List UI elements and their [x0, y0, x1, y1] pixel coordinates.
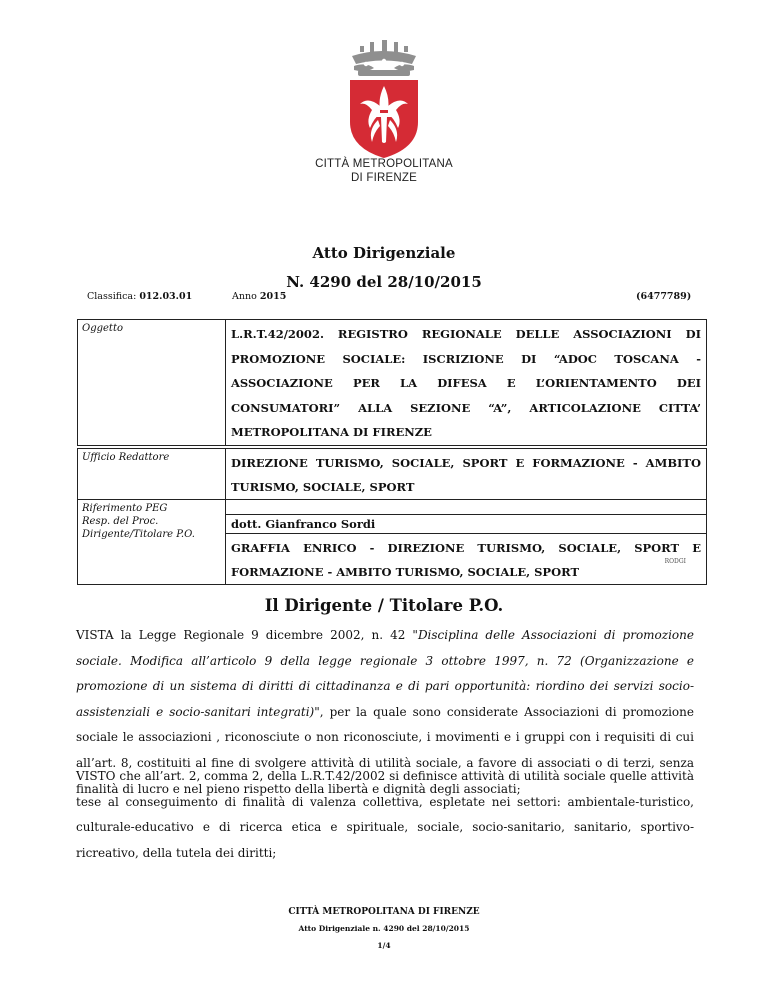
p1-italic: Disciplina delle Associazioni di promozione sociale. Modifica all’articolo 9 della legge regionale 3 ottobre 1997, n. 72 (Organizzazione e promozione di un sistema di diritti di cittadinanza e di pari opportunità: riordino dei servizi socio-assistenziali e socio-sanitari integrati) — [76, 628, 694, 719]
classifica-value: 012.03.01 — [139, 291, 193, 302]
resp-value: dott. Gianfranco Sordi — [226, 515, 706, 534]
logo-text-line1: CITTÀ METROPOLITANA — [315, 158, 453, 170]
resp-label: Resp. del Proc. — [82, 516, 159, 527]
oggetto-table — [77, 319, 707, 446]
responsible-labels — [78, 500, 226, 585]
paragraph-2: VISTO che all’art. 2, comma 2, della L.R.T.42/2002 si definisce attività di utilità sociale quelle attività tese al conseguimento di finalità di valenza collettiva, espletate nei settori: ambientale-turistico, culturale-educativo e di ricerca etica e spirituale, sociale, socio-sanitario, sanitario, sportivo-ricreativo, della tutela dei diritti; — [76, 769, 694, 860]
anno — [232, 291, 286, 302]
anno-label: Anno — [232, 291, 257, 302]
document-title: Atto Dirigenziale — [312, 244, 456, 262]
oggetto-text: L.R.T.42/2002. REGISTRO REGIONALE DELLE ASSOCIAZIONI DI PROMOZIONE SOCIALE: ISCRIZIONE DI “ADOC TOSCANA - ASSOCIAZIONE PER LA DIFESA E L’ORIENTAMENTO DEI CONSUMATORI” ALLA SEZIONE “A”, ARTICOLAZIONE CITTA’ METROPOLITANA DI FIRENZE — [226, 320, 707, 446]
peg-label: Riferimento PEG — [82, 503, 168, 514]
dirigente-label: Dirigente/Titolare P.O. — [82, 529, 195, 540]
section-title: Il Dirigente / Titolare P.O. — [264, 596, 504, 615]
florence-lily-crest-icon — [314, 40, 454, 160]
ufficio-label: Ufficio Redattore — [78, 449, 226, 500]
info-table — [77, 448, 707, 585]
p1-start: VISTA la Legge Regionale 9 dicembre 2002, n. 42 " — [76, 628, 418, 642]
peg-value — [226, 500, 706, 515]
classifica-label: Classifica: — [87, 291, 137, 302]
anno-value: 2015 — [259, 291, 287, 302]
office-code: RODGI — [664, 558, 686, 565]
document-code: (6477789) — [636, 291, 692, 302]
footer-line2: Atto Dirigenziale n. 4290 del 28/10/2015 — [298, 924, 470, 933]
dirigente-value: GRAFFIA ENRICO - DIREZIONE TURISMO, SOCIALE, SPORT E FORMAZIONE - AMBITO TURISMO, SOCIALE, SPORT — [231, 541, 701, 579]
city-logo — [314, 40, 454, 190]
oggetto-label: Oggetto — [78, 320, 226, 446]
ufficio-value: DIREZIONE TURISMO, SOCIALE, SPORT E FORMAZIONE - AMBITO TURISMO, SOCIALE, SPORT — [226, 449, 707, 500]
classifica — [87, 291, 192, 302]
p1-end: ", per la quale sono considerate Associazioni di promozione sociale le associazioni , riconosciute o non riconosciute, i movimenti e i gruppi con i requisiti di cui all’art. 8, costituiti al fine di svolgere attività di utilità sociale, a favore di associati o di terzi, senza finalità di lucro e nel pieno rispetto della libertà e dignità degli associati; — [76, 704, 694, 796]
page-number: 1/4 — [377, 941, 391, 950]
logo-text-line2: DI FIRENZE — [351, 172, 417, 184]
responsible-values — [226, 500, 707, 585]
document-number: N. 4290 del 28/10/2015 — [286, 273, 482, 291]
footer-line1: CITTÀ METROPOLITANA DI FIRENZE — [288, 907, 480, 917]
